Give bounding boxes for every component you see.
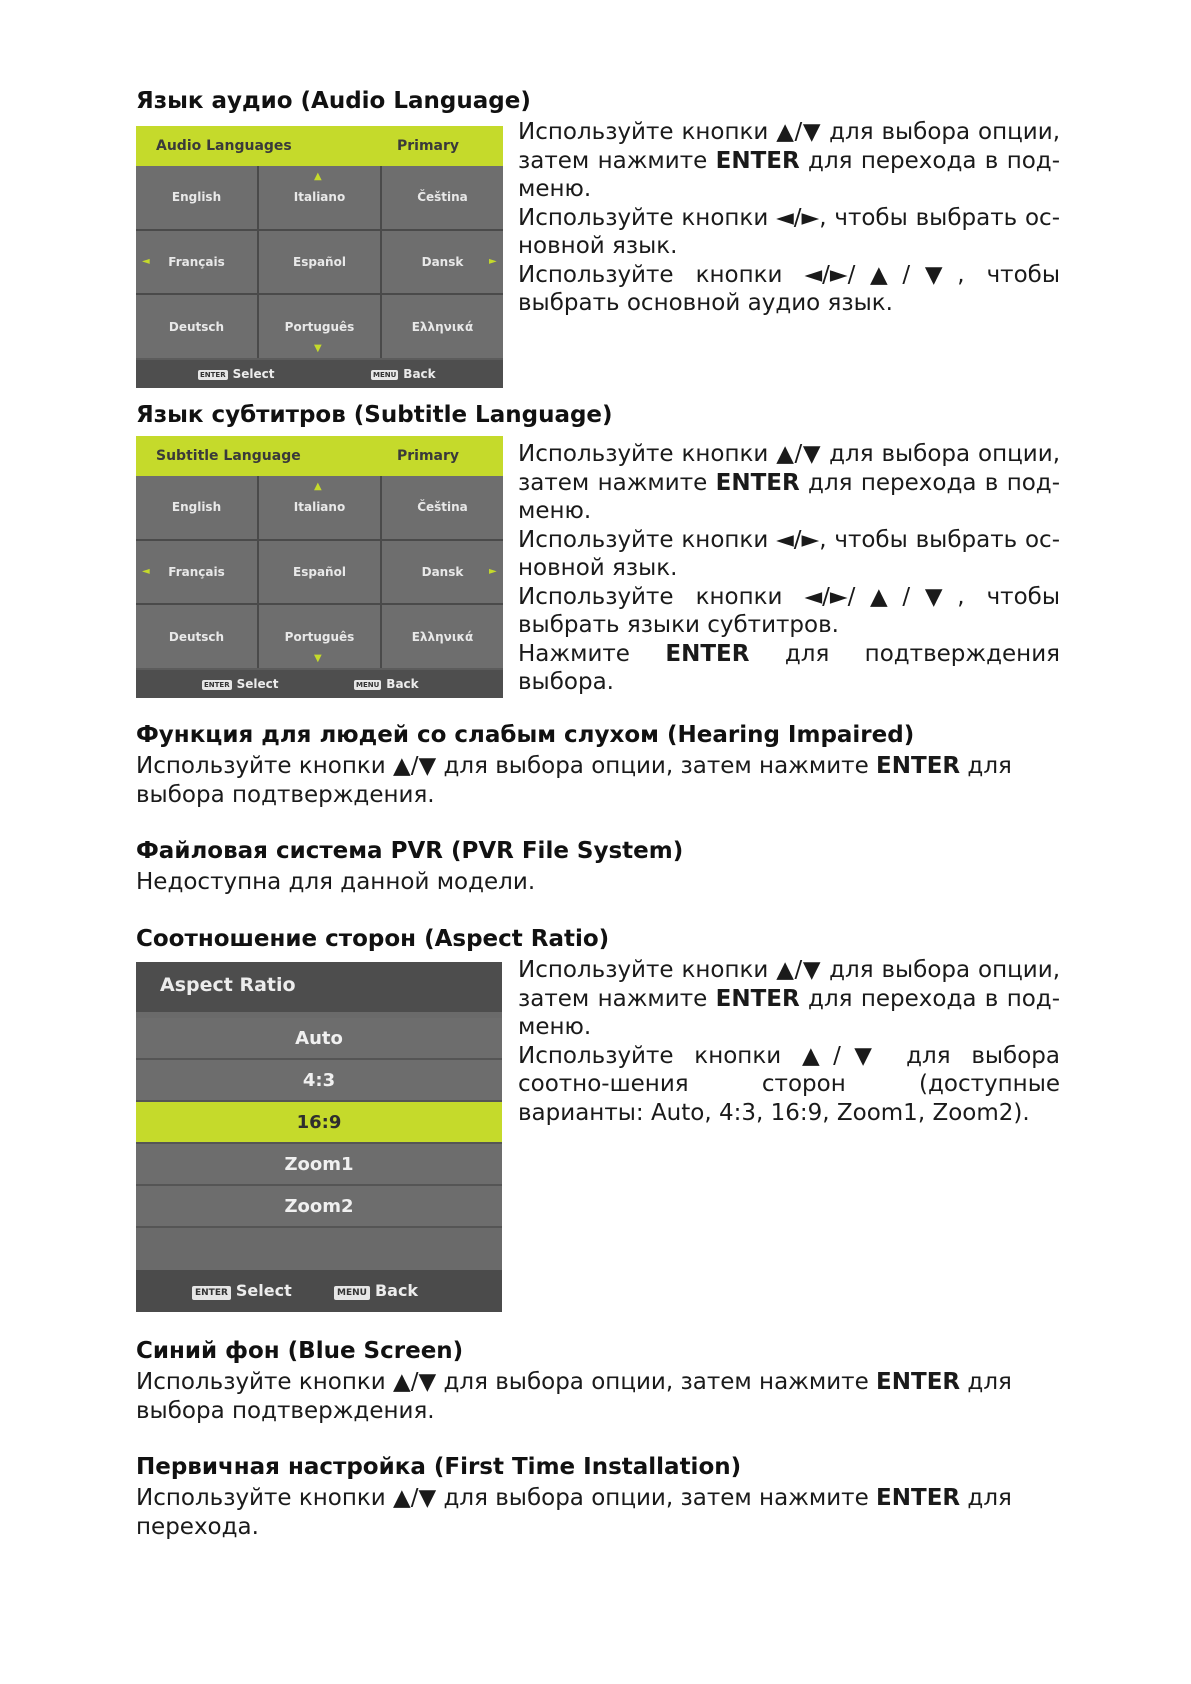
language-option[interactable]: Dansk bbox=[382, 541, 503, 604]
aspect-option-16-9[interactable]: 16:9 bbox=[136, 1102, 502, 1144]
paragraph bbox=[518, 640, 1060, 697]
menu-key-icon: MENU bbox=[356, 681, 380, 689]
paragraph bbox=[136, 1368, 1060, 1425]
aspect-option-zoom1[interactable]: Zoom1 bbox=[136, 1144, 502, 1186]
language-option[interactable]: Italiano bbox=[259, 166, 380, 229]
pvr-file-system-description bbox=[136, 868, 1060, 897]
paragraph bbox=[136, 752, 1060, 809]
paragraph bbox=[136, 1484, 1060, 1541]
select-label: Select bbox=[235, 1281, 292, 1300]
text: Используйте кнопки ▲/▼ для выбора опции, затем нажмите bbox=[518, 119, 1060, 174]
audio-language-description bbox=[518, 118, 1060, 318]
language-option[interactable]: Dansk bbox=[382, 231, 503, 294]
audio-language-heading: Язык аудио (Audio Language) bbox=[136, 88, 531, 114]
text: Нажмите bbox=[518, 640, 666, 667]
text: Используйте кнопки ▲/▼ для выбора опции, затем нажмите bbox=[136, 1485, 877, 1511]
first-time-installation-description bbox=[136, 1484, 1060, 1541]
arrow-up-icon[interactable]: ▲ bbox=[314, 171, 322, 182]
blue-screen-description bbox=[136, 1368, 1060, 1425]
menu-header bbox=[136, 126, 503, 166]
text: для перехода в под-меню. bbox=[518, 985, 1061, 1040]
pvr-file-system-heading: Файловая система PVR (PVR File System) bbox=[136, 838, 684, 864]
menu-footer bbox=[136, 670, 503, 698]
language-grid bbox=[136, 476, 503, 668]
arrow-right-icon[interactable]: ► bbox=[489, 566, 497, 577]
aspect-ratio-description bbox=[518, 956, 1060, 1127]
language-option[interactable]: Español bbox=[259, 541, 380, 604]
enter-keyword: ENTER bbox=[715, 469, 800, 496]
paragraph: Используйте кнопки ◄/►/▲/▼, чтобы выбрать основной аудио язык. bbox=[518, 261, 1060, 316]
select-hint[interactable] bbox=[198, 367, 274, 381]
text: Используйте кнопки ▲/▼ для выбора опции, затем нажмите bbox=[136, 1369, 877, 1395]
text: Используйте кнопки ▲/▼ для выбора опции, затем нажмите bbox=[518, 441, 1060, 496]
aspect-option-4-3[interactable]: 4:3 bbox=[136, 1060, 502, 1102]
paragraph: Используйте кнопки ▲/▼ для выбора соотно-шения сторон (доступные варианты: Auto, 4:3, 16:9, Zoom1, Zoom2). bbox=[518, 1042, 1060, 1126]
enter-keyword: ENTER bbox=[876, 1369, 961, 1395]
paragraph bbox=[518, 956, 1060, 1042]
menu-header bbox=[136, 436, 503, 476]
language-option[interactable]: Español bbox=[259, 231, 380, 294]
menu-primary-label: Primary bbox=[397, 448, 460, 464]
paragraph bbox=[518, 118, 1060, 204]
paragraph: Используйте кнопки ◄/►, чтобы выбрать ос-новной язык. bbox=[518, 204, 1060, 259]
aspect-option-zoom2[interactable]: Zoom2 bbox=[136, 1186, 502, 1228]
text: для выбора подтверждения. bbox=[136, 1369, 1012, 1424]
language-option[interactable]: Čeština bbox=[382, 166, 503, 229]
language-option[interactable]: Deutsch bbox=[136, 605, 257, 668]
language-option[interactable]: Ελληνικά bbox=[382, 295, 503, 358]
text: для перехода в под-меню. bbox=[518, 469, 1061, 524]
language-option[interactable]: Français bbox=[136, 231, 257, 294]
language-option[interactable]: Português bbox=[259, 295, 380, 358]
back-label: Back bbox=[386, 677, 419, 691]
first-time-installation-heading: Первичная настройка (First Time Installation) bbox=[136, 1454, 742, 1480]
enter-keyword: ENTER bbox=[665, 640, 750, 667]
select-hint[interactable] bbox=[202, 677, 278, 691]
menu-key-icon: MENU bbox=[373, 371, 397, 379]
text: для выбора подтверждения. bbox=[136, 753, 1012, 808]
blue-screen-heading: Синий фон (Blue Screen) bbox=[136, 1338, 464, 1364]
enter-key-icon: ENTER bbox=[192, 1286, 231, 1300]
aspect-option-auto[interactable]: Auto bbox=[136, 1018, 502, 1060]
back-hint[interactable] bbox=[371, 367, 436, 381]
arrow-right-icon[interactable]: ► bbox=[489, 256, 497, 267]
hearing-impaired-description bbox=[136, 752, 1060, 809]
menu-title: Subtitle Language bbox=[156, 448, 301, 464]
back-label: Back bbox=[374, 1281, 419, 1300]
subtitle-language-description bbox=[518, 440, 1060, 697]
subtitle-language-heading: Язык субтитров (Subtitle Language) bbox=[136, 402, 613, 428]
arrow-up-icon[interactable]: ▲ bbox=[314, 481, 322, 492]
arrow-left-icon[interactable]: ◄ bbox=[142, 566, 150, 577]
menu-header bbox=[136, 962, 502, 1012]
enter-key-icon: ENTER bbox=[200, 371, 226, 379]
language-option[interactable]: English bbox=[136, 166, 257, 229]
menu-title: Aspect Ratio bbox=[160, 974, 296, 996]
audio-language-menu bbox=[136, 126, 503, 388]
arrow-down-icon[interactable]: ▼ bbox=[314, 343, 322, 354]
text: Используйте кнопки ▲/▼ для выбора опции, затем нажмите bbox=[518, 957, 1060, 1012]
menu-key-icon: MENU bbox=[334, 1286, 370, 1300]
language-option[interactable]: Italiano bbox=[259, 476, 380, 539]
enter-keyword: ENTER bbox=[876, 753, 961, 779]
subtitle-language-menu bbox=[136, 436, 503, 698]
paragraph bbox=[518, 440, 1060, 526]
enter-keyword: ENTER bbox=[876, 1485, 961, 1511]
language-option[interactable]: Português bbox=[259, 605, 380, 668]
back-hint[interactable] bbox=[354, 677, 419, 691]
arrow-down-icon[interactable]: ▼ bbox=[314, 653, 322, 664]
back-hint[interactable] bbox=[334, 1281, 418, 1300]
text: Используйте кнопки ▲/▼ для выбора опции, затем нажмите bbox=[136, 753, 877, 779]
back-label: Back bbox=[403, 367, 436, 381]
menu-primary-label: Primary bbox=[397, 138, 460, 154]
language-grid bbox=[136, 166, 503, 358]
enter-keyword: ENTER bbox=[715, 985, 800, 1012]
text: для перехода. bbox=[136, 1485, 1012, 1540]
select-label: Select bbox=[236, 677, 279, 691]
aspect-ratio-menu bbox=[136, 962, 502, 1312]
language-option[interactable]: English bbox=[136, 476, 257, 539]
menu-footer bbox=[136, 1270, 502, 1312]
hearing-impaired-heading: Функция для людей со слабым слухом (Hearing Impaired) bbox=[136, 722, 915, 748]
paragraph: Используйте кнопки ◄/►, чтобы выбрать ос-новной язык. bbox=[518, 526, 1060, 581]
text: для перехода в под-меню. bbox=[518, 147, 1061, 202]
language-option[interactable]: Français bbox=[136, 541, 257, 604]
language-option[interactable]: Deutsch bbox=[136, 295, 257, 358]
text: для подтверждения выбора. bbox=[518, 640, 1060, 695]
language-option[interactable]: Ελληνικά bbox=[382, 605, 503, 668]
menu-title: Audio Languages bbox=[156, 138, 292, 154]
paragraph: Недоступна для данной модели. bbox=[136, 869, 536, 895]
arrow-left-icon[interactable]: ◄ bbox=[142, 256, 150, 267]
language-option[interactable]: Čeština bbox=[382, 476, 503, 539]
enter-key-icon: ENTER bbox=[204, 681, 230, 689]
menu-footer bbox=[136, 360, 503, 388]
enter-keyword: ENTER bbox=[715, 147, 800, 174]
select-label: Select bbox=[232, 367, 275, 381]
paragraph: Используйте кнопки ◄/►/▲/▼, чтобы выбрать языки субтитров. bbox=[518, 583, 1060, 638]
aspect-ratio-heading: Соотношение сторон (Aspect Ratio) bbox=[136, 926, 610, 952]
select-hint[interactable] bbox=[192, 1281, 292, 1300]
